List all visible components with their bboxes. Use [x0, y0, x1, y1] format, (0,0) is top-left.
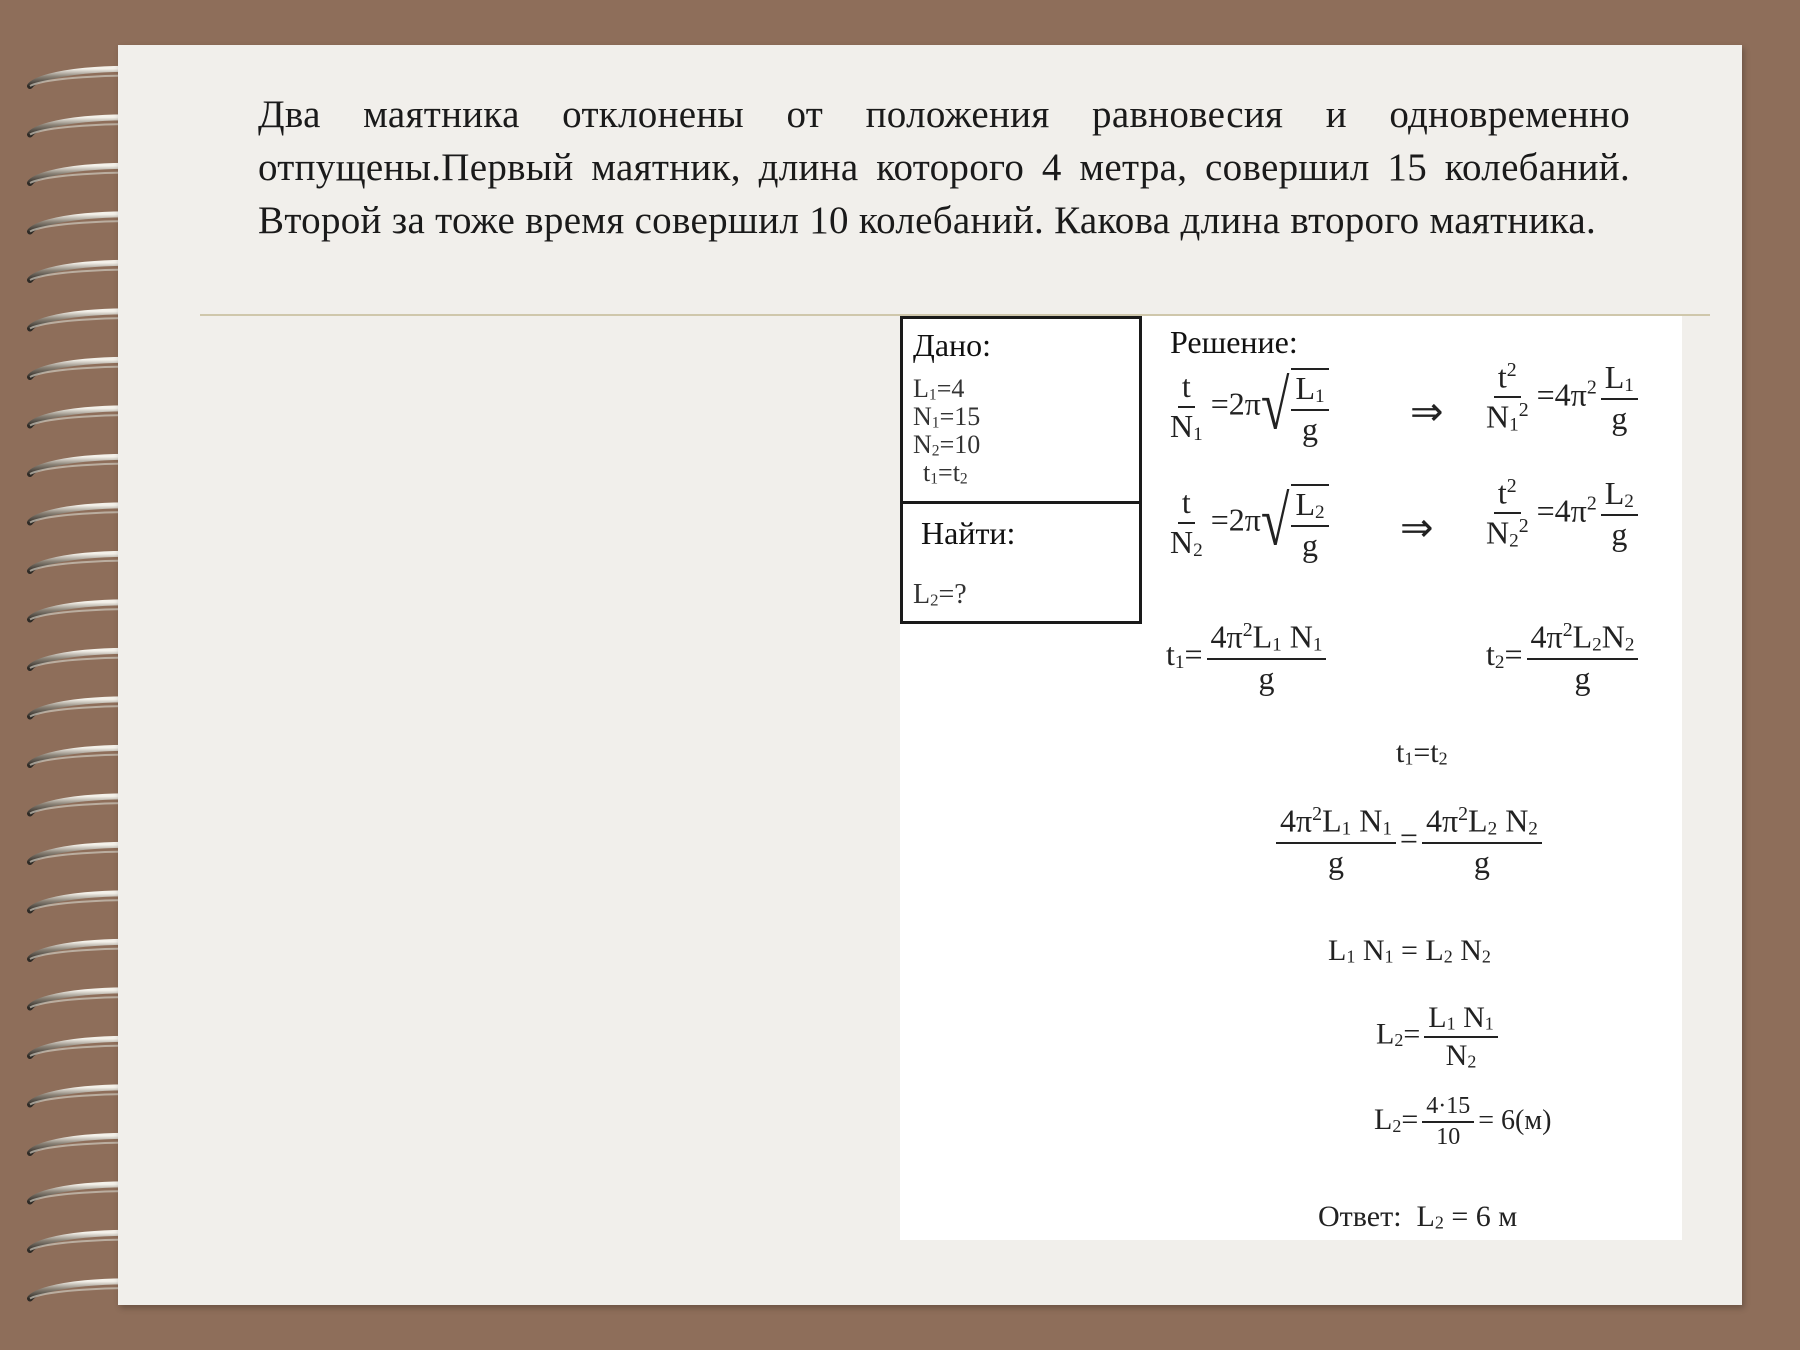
- given-t: $t_1=t_2$: [923, 458, 968, 488]
- formula-t2: $t_2=$ $\frac{4\pi^2L_2N_2}{g}$: [1486, 620, 1642, 695]
- given-box: [900, 316, 1142, 624]
- formula-l2-value: $L_2=$ $\frac{4\cdot 15}{10}$ = 6(м): [1374, 1093, 1552, 1151]
- solution-title: Решение:: [1170, 324, 1298, 360]
- formula-t-equal: $t_1=t_2$: [1396, 736, 1448, 769]
- solution-panel: [900, 316, 1682, 1240]
- given-l1: $L_1=4$: [913, 374, 965, 404]
- given-n2: $N_2=10$: [913, 430, 981, 460]
- implies-arrow-2: ⇒: [1400, 505, 1434, 550]
- implies-arrow-1: ⇒: [1410, 389, 1444, 434]
- formula-squared-2: $\frac{t^2}{N_2^2}$ $=4\pi^2$ $\frac{L_2}{g}$: [1478, 476, 1642, 552]
- formula-period-2: $\frac{t}{N_2}$ =2π √ $\frac{L_2}{g}$: [1162, 484, 1333, 563]
- find-title: Найти:: [921, 515, 1016, 551]
- problem-statement: Два маятника отклонены от положения равновесия и одновременно отпущены.Первый маятник, длина которого 4 метра, совершил 15 колебаний. Второй за тоже время совершил 10 колебаний. Какова длина второго маятника.: [258, 93, 1630, 242]
- find-target: $L_2=$?: [913, 579, 967, 610]
- answer-line: Ответ: $L_2 = 6$ м: [1318, 1200, 1518, 1233]
- formula-ln-equal: $L_1$ $N_1 = L_2$ $N_2$: [1328, 934, 1491, 967]
- given-divider: [903, 501, 1139, 504]
- given-title: Дано:: [913, 327, 992, 363]
- formula-squared-1: $\frac{t^2}{N_1^2}$ $=4\pi^2$ $\frac{L_1}{g}$: [1478, 360, 1642, 436]
- formula-period-1: $\frac{t}{N_1}$ =2π √ $\frac{L_1}{g}$: [1162, 368, 1333, 447]
- formula-l2: $L_2=$ $\frac{L_1 N_1}{N_2}$: [1376, 1002, 1502, 1071]
- formula-t1: $t_1=$ $\frac{4\pi^2L_1 N_1}{g}$: [1166, 620, 1330, 695]
- formula-equate-times: $\frac{4\pi^2L_1 N_1}{g}$ = $\frac{4\pi^2L_2 N_2}{g}$: [1272, 804, 1546, 879]
- given-n1: $N_1=15$: [913, 402, 981, 432]
